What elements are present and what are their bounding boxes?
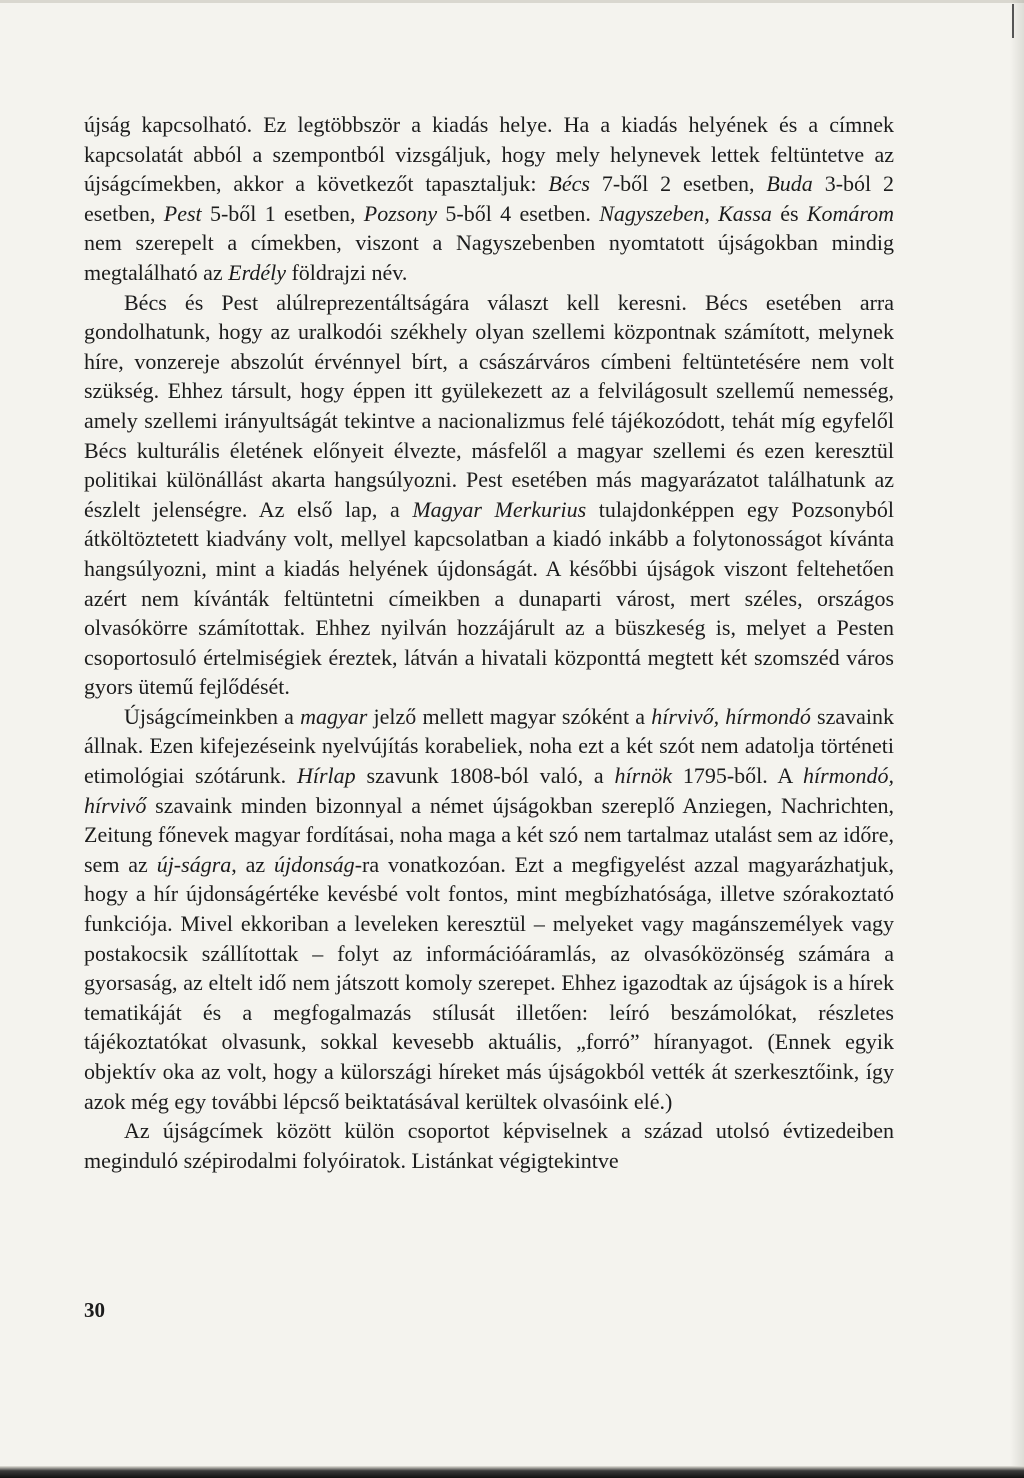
text-run: jelző mellett magyar szóként a [367,703,652,729]
scan-edge-right [1010,0,1024,1478]
text-run: -ra vonatkozóan. Ezt a megfigyelést azzal magyarázhatjuk, hogy a hír újdonságértéke kevésbé volt fontos, mint megbízhatósága, illetve szórakoztató funkciója. Mivel ekkoriban a leveleken keresztül – melyeket vagy magánszemélyek vagy postakocsik szállítottak – folyt az információáramlás, az olvasóközönség számára a gyorsaság, az eltelt idő nem játszott komoly szerepet. Ehhez igazodtak az újságok is a hírek tematikáját és a megfogalmazás stílusát illetően: leíró beszámolókat, részletes tájékoztatókat olvasunk, sokkal kevesebb aktuális, „forró” híranyagot. (Ennek egyik objektív oka az volt, hogy a külországi híreket más újságokból vették át szerkesztőink, így azok még egy további lépcső beiktatásával kerültek olvasóink elé.) [84,851,895,1114]
page-number: 30 [84,1298,105,1322]
italic-term: Pest [163,200,202,226]
text-run: 7-ből 2 esetben, [589,171,767,197]
text-run: Az újságcímek között külön csoportot képviselnek a század utolsó évtizedeiben meginduló szépirodalmi folyóiratok. Listánkat végigtekintve [84,1118,894,1173]
text-run: földrajzi név. [285,259,408,285]
text-run: szavunk 1808-ból való, a [355,763,615,789]
text-run: , az [231,851,274,877]
italic-term: Magyar Merkurius [412,496,587,522]
italic-term: hírvivő, hírmondó [651,703,811,729]
italic-term: Hírlap [296,763,356,789]
paragraph-2 [84,288,894,702]
paragraph-1 [84,110,894,288]
text-run: 3-ból 2 esetben, [84,171,895,226]
text-run: 5-ből 1 esetben, [201,200,364,226]
text-run: tulajdonképpen egy Pozsonyból átköltöztetett kiadvány volt, mellyel kapcsolatban a kiadó inkább a folytonosságot kívánta hangsúlyozni, mint a kiadás helyének újdonságát. A későbbi újságok viszont feltehetően azért nem kívánták feltüntetni címeikben a dunaparti várost, mert széles, országos olvasókörre számítottak. Ehhez nyilván hozzájárult az a büszkeség is, melyet a Pesten csoportosuló értelmiségiek éreztek, látván a hivatali központtá megtett két szomszéd város gyors ütemű fejlődését. [84,496,895,700]
italic-term: Komárom [806,200,895,226]
text-run: nem szerepelt a címekben, viszont a Nagyszebenben nyomtatott újságokban mindig megtalálható az [84,230,894,285]
text-run: Újságcímeinkben a [124,703,301,729]
italic-term: Pozsony [363,200,438,226]
italic-term: Bécs [548,171,590,197]
paragraph-4 [84,1116,894,1175]
text-run: szavaink minden bizonnyal a német újságokban szereplő Anziegen, Nachrichten, Zeitung főnevek magyar fordításai, noha maga a két szó nem tartalmaz utalást sem az időre, sem az [84,792,895,877]
italic-term: magyar [300,703,368,729]
italic-term: hírnök [614,763,672,789]
scan-edge-bottom [0,1466,1024,1478]
italic-term: hírmondó, hírvivő [84,763,895,818]
scan-mark [1012,4,1014,38]
scan-edge-top [0,0,1024,3]
text-run: és [771,200,807,226]
text-run: szavaink állnak. Ezen kifejezéseink nyelvújítás korabeliek, noha ezt a két szót nem adatolja történeti etimológiai szótárunk. [84,703,895,789]
italic-term: Buda [766,171,813,197]
italic-term: Kassa [718,200,772,226]
paragraph-3 [84,702,894,1116]
italic-term: Erdély [228,259,286,285]
text-run: , [704,200,719,226]
text-run: Bécs és Pest alúlreprezentáltságára választ kell keresni. Bécs esetében arra gondolhatunk, hogy az uralkodói székhely olyan szellemi központnak számított, melynek híre, vonzereje abszolút érvénnyel bírt, a császárváros címbeni feltüntetésére nem volt szükség. Ehhez társult, hogy éppen itt gyülekezett az a felvilágosult szellemű nemesség, amely szellemi irányultságát tekintve a nacionalizmus felé tájékozódott, tehát míg egyfelől Bécs kulturális életének előnyeit élvezte, másfelől a magyar szellemi és ezen keresztül politikai különállást akarta hangsúlyozni. Pest esetében más magyarázatot találhatunk az észlelt jelenségre. Az első lap, a [84,289,894,522]
text-run: 5-ből 4 esetben. [437,200,600,226]
italic-term: Nagyszeben [599,200,705,226]
text-run: 1795-ből. A [672,763,803,789]
italic-term: új-ságra [156,851,232,877]
italic-term: újdonság [274,851,355,877]
page-body [84,110,894,1175]
text-run: újság kapcsolható. Ez legtöbbször a kiadás helye. Ha a kiadás helyének és a címnek kapcsolatát abból a szempontból vizsgáljuk, hogy mely helynevek lettek feltüntetve az újságcímekben, akkor a következőt tapasztaljuk: [84,112,894,197]
